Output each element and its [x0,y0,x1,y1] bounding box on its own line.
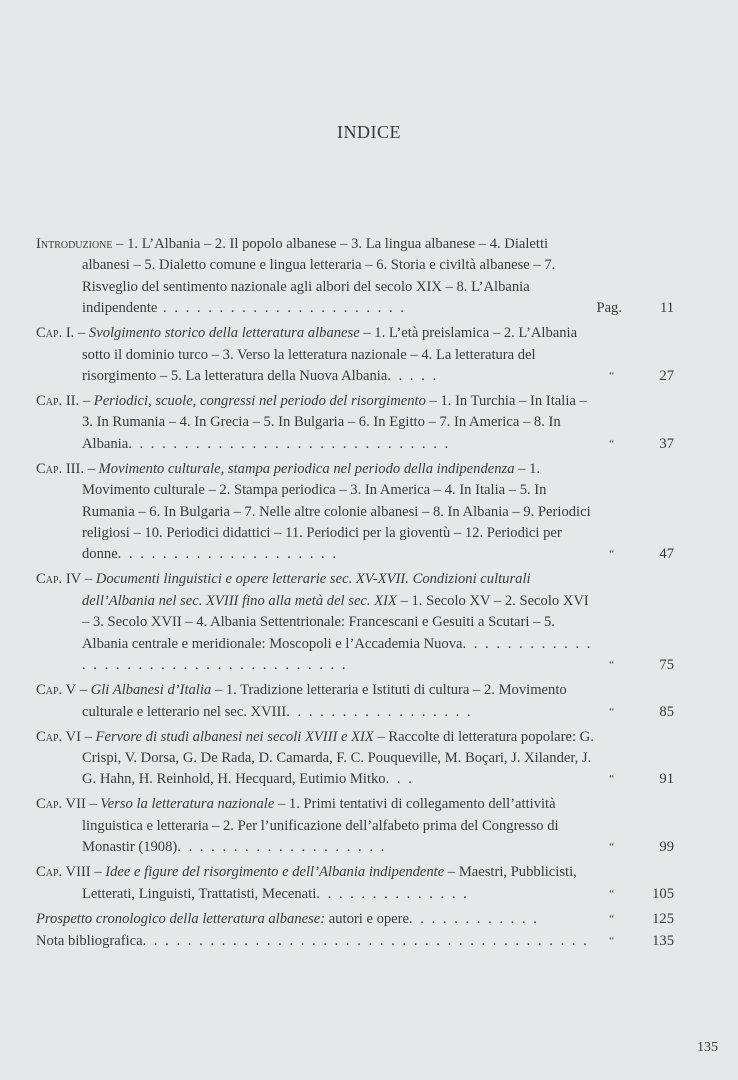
page-marker: “ [609,370,614,383]
entry-text: – 1. L’età preislamica – 2. L’Albania sotto il dominio turco – 3. Verso la letteratura nazionale – 4. La letteratura del risorgimento – 5. La letteratura della Nuova Albania [82,325,578,385]
toc-entry-nota-bibliografica [36,931,686,952]
leader-dots: . . . . . . . . . . . . . . . . . . . . . . . . . . . . . [128,435,451,452]
leader-dots: . . . . . . . . . . . . . . . . . . . [177,839,387,856]
toc-entry-cap-7: Cap. VII – Verso la letteratura nazionale – 1. Primi tentativi di collegamento dell’attività linguistica e letteraria – 2. Per l’unificazione dell’alfabeto prima del Congresso di Monastir (1908). . . . . . . . . . . . . . . . . . . “ 99 [36,794,686,858]
toc-entry-cap-6: Cap. VI – Fervore di studi albanesi nei secoli XVIII e XIX – Raccolte di letteratura popolare: G. Crispi, V. Dorsa, G. De Rada, D. Camarda, F. C. Pouqueville, M. Boçari, J. Xilander, J. G. Hahn, H. Reinhold, H. Hecquard, Eutimio Mitko. . . “ 91 [36,727,686,791]
entry-text: – 1. Secolo XV – 2. Secolo XVI – 3. Secolo XVII – 4. Albania Settentrionale: Francescani e Gesuiti a Scutari – 5. Albania centrale e meridionale: Moscopoli e l’Accademia Nuova [82,592,589,652]
leader-dots: . . . . . . . . . . . . . . . . . [286,703,473,720]
page-number: 11 [659,300,674,317]
toc-entry-cap-3: Cap. III. – Movimento culturale, stampa periodica nel periodo della indipendenza – 1. Movimento culturale – 2. Stampa periodica – 3. In America – 4. In Italia – 5. In Rumania – 6. In Bulgaria – 7. Nelle altre colonie albanesi – 8. In Albania – 9. Periodici religiosi – 10. Periodici didattici – 11. Periodici per la gioventù – 12. Periodici per donne. . . . . . . . . . . . . . . . . . . . “ 47 [36,459,686,566]
toc-entry-cap-8: Cap. VIII – Idee e figure del risorgimento e dell’Albania indipendente – Maestri, Pubblicisti, Letterati, Linguisti, Trattatisti, Mecenati. . . . . . . . . . . . . . “ 105 [36,862,686,905]
entry-title: Documenti linguistici e opere letterarie sec. XV-XVII. Condizioni culturali dell’Albania nel sec. XVIII fino alla metà del sec. XIX [82,571,531,609]
entry-lead: Cap. III. [36,460,85,477]
page-number: 99 [659,839,674,856]
page-title: INDICE [337,122,401,142]
page-number: 85 [659,703,674,720]
entry-lead: Cap. II. [36,393,80,410]
toc-entry-introduction [36,234,686,320]
leader-dots: . . . . . . . . . . . . . . . . . . . . . . . . . . . . . . . . . . . . . . . . [142,932,589,949]
folio-page-number: 135 [697,1040,718,1055]
page-number: 27 [659,368,674,385]
toc-entry-prospetto [36,909,686,930]
entry-text: – Raccolte di letteratura popolare: G. Crispi, V. Dorsa, G. De Rada, D. Camarda, F. C. Pouqueville, M. Boçari, J. Xilander, J. G. Hahn, H. Reinhold, H. Hecquard, Eutimio Mitko [82,728,594,788]
page-marker: “ [609,548,614,561]
page-marker: “ [609,773,614,786]
entry-title: Idee e figure del risorgimento e dell’Albania indipendente [105,864,445,881]
leader-dots: . . . . . . . . . . . . . . . . . . . . [117,546,338,563]
entry-lead: Cap. VIII [36,864,91,881]
toc-entry-cap-5: Cap. V – Gli Albanesi d’Italia – 1. Tradizione letteraria e Istituti di cultura – 2. Movimento culturale e letterario nel sec. XVIII. . . . . . . . . . . . . . . . . “ 85 [36,680,686,723]
entry-text: Nota bibliografica [36,932,143,949]
page-number: 135 [652,932,674,949]
page-marker: “ [609,934,614,947]
entry-title: Fervore di studi albanesi nei secoli XVIII e XIX [95,728,374,745]
entry-text: – Maestri, Pubblicisti, Letterati, Linguisti, Trattatisti, Mecenati [82,864,577,902]
page-number: 91 [659,771,674,788]
page-number: 47 [659,546,674,563]
entry-text: – 1. L’Albania – 2. Il popolo albanese – 3. La lingua albanese – 4. Dialetti albanesi – 5. Dialetto comune e lingua letteraria – 6. Storia e civiltà albanese – 7. Risveglio del sentimento nazionale agli albori del secolo XIX – 8. L’Albania indipendente [82,236,556,317]
leader-dots: . . . . . . . . . . . . . . [316,885,469,902]
entry-text: – 1. Movimento culturale – 2. Stampa periodica – 3. In America – 4. In Italia – 5. In Rumania – 6. In Bulgaria – 7. Nelle altre colonie albanesi – 8. In Albania – 9. Periodici religiosi – 10. Periodici didattici – 11. Periodici per la gioventù – 12. Periodici per donne [82,460,591,563]
entry-text: – 1. In Turchia – In Italia – 3. In Rumania – 4. In Grecia – 5. In Bulgaria – 6. In Egitto – 7. In America – 8. In Albania [82,393,587,452]
entry-title: Verso la letteratura nazionale [100,796,275,813]
page-number: 75 [659,657,674,674]
page-marker: “ [609,887,614,900]
page-number: 125 [652,910,674,927]
page-number: 105 [652,885,674,902]
page-number: 37 [659,435,674,452]
entry-text: – 1. Tradizione letteraria e Istituti di cultura – 2. Movimento culturale e letterario nel sec. XVIII [82,682,567,720]
leader-dots: . . . [385,771,414,788]
entry-title: Periodici, scuole, congressi nel periodo del risorgimento [93,393,426,410]
toc-entry-cap-4: Cap. IV – Documenti linguistici e opere letterarie sec. XV-XVII. Condizioni culturali dell’Albania nel sec. XVIII fino alla metà del sec. XIX – 1. Secolo XV – 2. Secolo XVI – 3. Secolo XVII – 4. Albania Settentrionale: Francescani e Gesuiti a Scutari – 5. Albania centrale e meridionale: Moscopoli e l’Accademia Nuova. . . . . . . . . . . . . . . . . . . . . . . . . . . . . . . . . . . . “ 75 [36,569,686,676]
toc-entry-cap-1: Cap. I. – Svolgimento storico della letteratura albanese – 1. L’età preislamica – 2. L’Albania sotto il dominio turco – 3. Verso la letteratura nazionale – 4. La letteratura del risorgimento – 5. La letteratura della Nuova Albania. . . . . “ 27 [36,323,686,387]
page-marker: “ [609,841,614,854]
page-marker: “ [609,659,614,672]
entry-lead: Cap. IV [36,571,82,588]
entry-text: – 1. Primi tentativi di collegamento dell’attività linguistica e letteraria – 2. Per l’unificazione dell’alfabeto prima del Congresso di Monastir (1908) [82,796,559,856]
page-marker: “ [609,912,614,925]
entry-lead: Cap. V [36,682,77,699]
entry-lead: Introduzione [36,236,113,252]
entry-title: Prospetto cronologico della letteratura albanese: [36,910,326,927]
leader-dots: . . . . . . . . . . . . . . . . . . . . . . . . . . . . . . . . . . . . [82,635,593,674]
entry-text: autori e opere [325,910,409,927]
toc-entry-cap-2: Cap. II. – Periodici, scuole, congressi nel periodo del risorgimento – 1. In Turchia – In Italia – 3. In Rumania – 4. In Grecia – 5. In Bulgaria – 6. In Egitto – 7. In America – 8. In Albania. . . . . . . . . . . . . . . . . . . . . . . . . . . . . “ 37 [36,391,686,455]
page-marker: “ [609,437,614,450]
page-marker: “ [609,705,614,718]
entry-title: Movimento culturale, stampa periodica nel periodo della indipendenza [98,460,515,477]
leader-dots: . . . . . . . . . . . . [409,910,539,927]
entry-lead: Cap. I. [36,325,75,342]
entry-title: Svolgimento storico della letteratura albanese [88,325,360,342]
entry-title: Gli Albanesi d’Italia [90,682,212,699]
entry-lead: Cap. VII [36,796,86,813]
table-of-contents [36,234,686,953]
leader-dots: . . . . . . . . . . . . . . . . . . . . . . [157,300,406,317]
leader-dots: . . . . . [387,368,439,385]
page-marker: Pag. [596,300,622,317]
entry-lead: Cap. VI [36,728,81,745]
